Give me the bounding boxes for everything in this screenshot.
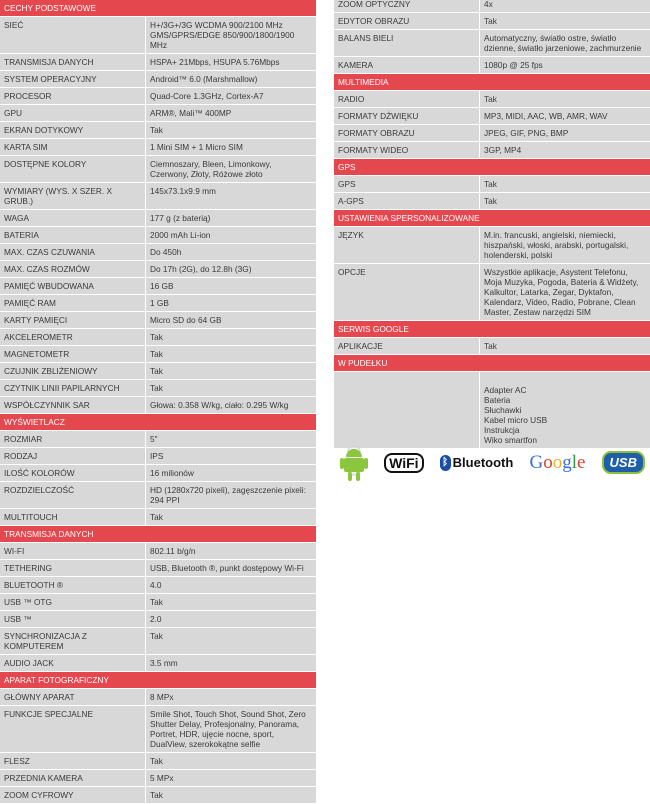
spec-label: WI-FI [0, 543, 146, 559]
spec-label: WSPÓŁCZYNNIK SAR [0, 397, 146, 413]
spec-value: 145x73.1x9.9 mm [150, 186, 216, 196]
spec-label: BLUETOOTH ® [0, 577, 146, 593]
spec-label: AKCELEROMETR [0, 329, 146, 345]
spec-row [0, 88, 316, 105]
spec-label: MAGNETOMETR [0, 346, 146, 362]
spec-row [0, 183, 316, 210]
section-header: MULTIMEDIA [334, 74, 650, 91]
spec-row [0, 122, 316, 139]
section-header: SERWIS GOOGLE [334, 321, 650, 338]
spec-row [0, 380, 316, 397]
spec-row [0, 431, 316, 448]
spec-row [0, 278, 316, 295]
spec-label: GPS [334, 176, 480, 192]
spec-label: BATERIA [0, 227, 146, 243]
spec-label: FUNKCJE SPECJALNE [0, 706, 146, 752]
spec-row [0, 244, 316, 261]
spec-value: 802.11 b/g/n [150, 546, 196, 556]
spec-value: Smile Shot, Touch Shot, Sound Shot, Zero Shutter Delay, Profesjonalny, Panorama, Portret, HDR, ujęcie nocne, sport, DualView, szerokokątne selfie [150, 709, 306, 749]
spec-row [334, 372, 650, 449]
section-header: TRANSMISJA DANYCH [0, 526, 316, 543]
spec-label: BALANS BIELI [334, 30, 480, 56]
spec-row [0, 706, 316, 753]
spec-value: Tak [484, 341, 497, 351]
bluetooth-logo [440, 455, 514, 471]
spec-label: ROZMIAR [0, 431, 146, 447]
spec-value: JPEG, GIF, PNG, BMP [484, 128, 569, 138]
spec-row [0, 295, 316, 312]
spec-row [0, 17, 316, 54]
spec-label: PROCESOR [0, 88, 146, 104]
spec-row [0, 509, 316, 526]
spec-row [0, 448, 316, 465]
spec-label: DOSTĘPNE KOLORY [0, 156, 146, 182]
spec-value: Tak [150, 790, 163, 800]
spec-value: Tak [484, 196, 497, 206]
spec-value: Tak [150, 349, 163, 359]
spec-label: FORMATY OBRAZU [334, 125, 480, 141]
spec-value: Tak [150, 332, 163, 342]
spec-value: Ciemnoszary, Bleen, Limonkowy, Czerwony, Złoty, Różowe złoto [150, 159, 272, 179]
spec-label [334, 372, 480, 448]
spec-value: MP3, MIDI, AAC, WB, AMR, WAV [484, 111, 608, 121]
spec-label: KARTY PAMIĘCI [0, 312, 146, 328]
spec-row [0, 105, 316, 122]
spec-row [0, 770, 316, 787]
spec-row [0, 210, 316, 227]
spec-row [0, 594, 316, 611]
spec-row [0, 363, 316, 380]
spec-label: GPU [0, 105, 146, 121]
spec-row [0, 689, 316, 706]
spec-value: Do 450h [150, 247, 182, 257]
spec-row [334, 227, 650, 264]
spec-label: KARTA SIM [0, 139, 146, 155]
spec-row [334, 91, 650, 108]
spec-label: AUDIO JACK [0, 655, 146, 671]
spec-value: Tak [150, 597, 163, 607]
wifi-logo: WiFi [384, 453, 423, 473]
spec-row [0, 628, 316, 655]
spec-value: Tak [484, 179, 497, 189]
spec-label: JĘZYK [334, 227, 480, 263]
spec-value: ARM®, Mali™ 400MP [150, 108, 232, 118]
spec-label: WYMIARY (WYS. X SZER. X GRUB.) [0, 183, 146, 209]
spec-row [0, 482, 316, 509]
spec-value: 1 Mini SIM + 1 Micro SIM [150, 142, 243, 152]
spec-value: Do 17h (2G), do 12.8h (3G) [150, 264, 252, 274]
spec-value: Tak [150, 631, 163, 641]
spec-label: ROZDZIELCZOŚĆ [0, 482, 146, 508]
spec-label: FORMATY WIDEO [334, 142, 480, 158]
spec-value: Tak [150, 383, 163, 393]
spec-value: Tak [150, 366, 163, 376]
spec-label: PAMIĘĆ RAM [0, 295, 146, 311]
spec-label: ZOOM CYFROWY [0, 787, 146, 803]
spec-row [334, 57, 650, 74]
spec-value: 3.5 mm [150, 658, 178, 668]
section-header: W PUDEŁKU [334, 355, 650, 372]
spec-value: 3GP, MP4 [484, 145, 522, 155]
spec-row [0, 261, 316, 278]
spec-row [334, 338, 650, 355]
section-header: GPS [334, 159, 650, 176]
spec-label: PAMIĘĆ WBUDOWANA [0, 278, 146, 294]
spec-row [334, 0, 650, 13]
spec-row [0, 753, 316, 770]
spec-row [0, 227, 316, 244]
spec-value: Tak [484, 94, 497, 104]
spec-value: Głowa: 0.358 W/kg, ciało: 0.295 W/kg [150, 400, 289, 410]
bluetooth-text: Bluetooth [452, 455, 514, 470]
spec-value: 8 MPx [150, 692, 174, 702]
spec-row [0, 329, 316, 346]
spec-label: CZYTNIK LINII PAPILARNYCH [0, 380, 146, 396]
spec-table-left [0, 0, 316, 804]
usb-certified-logo: USB [602, 451, 645, 474]
spec-label: USB ™ [0, 611, 146, 627]
spec-row [0, 655, 316, 672]
spec-row [0, 156, 316, 183]
spec-label: SYSTEM OPERACYJNY [0, 71, 146, 87]
spec-value: 2000 mAh Li-ion [150, 230, 211, 240]
spec-value: 1080p @ 25 fps [484, 60, 543, 70]
logos-strip [340, 440, 645, 485]
spec-value: 2.0 [150, 614, 162, 624]
spec-value: Automatyczny, światło ostre, światło dzienne, światło jarzeniowe, zachmurzenie [484, 33, 642, 53]
spec-label: FORMATY DŹWIĘKU [334, 108, 480, 124]
spec-row [334, 125, 650, 142]
google-logo: Google [529, 451, 586, 473]
spec-value: HD (1280x720 pixeli), zagęszczenie pixeli: 294 PPI [150, 485, 306, 505]
spec-label: SIEĆ [0, 17, 146, 53]
section-header: USTAWIENIA SPERSONALIZOWANE [334, 210, 650, 227]
spec-value: HSPA+ 21Mbps, HSUPA 5.76Mbps [150, 57, 280, 67]
spec-value: 5 MPx [150, 773, 174, 783]
spec-row [0, 346, 316, 363]
spec-row [334, 176, 650, 193]
spec-label: OPCJE [334, 264, 480, 320]
spec-row [334, 13, 650, 30]
section-header: CECHY PODSTAWOWE [0, 0, 316, 17]
spec-value: 177 g (z baterią) [150, 213, 211, 223]
spec-row [0, 611, 316, 628]
spec-value: H+/3G+/3G WCDMA 900/2100 MHz GMS/GPRS/EDGE 850/900/1800/1900 MHz [150, 20, 295, 50]
spec-label: WAGA [0, 210, 146, 226]
spec-value: Android™ 6.0 (Marshmallow) [150, 74, 258, 84]
spec-label: SYNCHRONIZACJA Z KOMPUTEREM [0, 628, 146, 654]
spec-label: EDYTOR OBRAZU [334, 13, 480, 29]
spec-label: RADIO [334, 91, 480, 107]
spec-label: TRANSMISJA DANYCH [0, 54, 146, 70]
spec-row [334, 264, 650, 321]
spec-value: IPS [150, 451, 164, 461]
spec-row [0, 54, 316, 71]
spec-label: MAX. CZAS CZUWANIA [0, 244, 146, 260]
spec-label: PRZEDNIA KAMERA [0, 770, 146, 786]
spec-label: USB ™ OTG [0, 594, 146, 610]
spec-label: ILOŚĆ KOLORÓW [0, 465, 146, 481]
spec-row [0, 71, 316, 88]
spec-row [334, 108, 650, 125]
bluetooth-icon: ᛒ [440, 455, 451, 471]
spec-value: Tak [150, 512, 163, 522]
spec-value: Adapter AC Bateria Słuchawki Kabel micro USB Instrukcja Wiko smartfon [484, 385, 548, 445]
spec-row [0, 139, 316, 156]
spec-value: Tak [150, 125, 163, 135]
spec-value: 1 GB [150, 298, 169, 308]
spec-row [0, 560, 316, 577]
spec-value: Wszystkie aplikacje, Asystent Telefonu, Moja Muzyka, Pogoda, Bateria & Widżety, Kalkultor, Latarka, Zegar, Dyktafon, Kalendarz, Video, Radio, Pobrane, Clean Master, Zestaw narzędzi SIM [484, 267, 639, 317]
spec-row [0, 397, 316, 414]
spec-row [0, 312, 316, 329]
spec-value: 16 milionów [150, 468, 194, 478]
spec-row [0, 465, 316, 482]
spec-row [334, 30, 650, 57]
spec-row [334, 142, 650, 159]
spec-table-right [334, 0, 650, 449]
spec-label: MAX. CZAS ROZMÓW [0, 261, 146, 277]
spec-label: KAMERA [334, 57, 480, 73]
spec-value: Tak [484, 16, 497, 26]
spec-value: 4x [484, 0, 493, 9]
spec-label: APLIKACJE [334, 338, 480, 354]
spec-value: Quad-Core 1.3GHz, Cortex-A7 [150, 91, 264, 101]
section-header: APARAT FOTOGRAFICZNY [0, 672, 316, 689]
spec-label: CZUJNIK ZBLIŻENIOWY [0, 363, 146, 379]
spec-value: M.in. francuski, angielski, niemiecki, hiszpański, włoski, arabski, portugalski, holenderski, polski [484, 230, 629, 260]
spec-row [0, 543, 316, 560]
android-marshmallow-logo [340, 443, 368, 483]
spec-label: EKRAN DOTYKOWY [0, 122, 146, 138]
spec-label: FLESZ [0, 753, 146, 769]
spec-label: TETHERING [0, 560, 146, 576]
spec-row [0, 787, 316, 804]
spec-label: ZOOM OPTYCZNY [334, 0, 480, 12]
spec-label: A-GPS [334, 193, 480, 209]
spec-value: USB, Bluetooth ®, punkt dostępowy Wi-Fi [150, 563, 304, 573]
spec-value: Tak [150, 756, 163, 766]
spec-label: RODZAJ [0, 448, 146, 464]
spec-value: 5" [150, 434, 158, 444]
spec-row [334, 193, 650, 210]
spec-label: MULTITOUCH [0, 509, 146, 525]
spec-value: 4.0 [150, 580, 162, 590]
spec-row [0, 577, 316, 594]
section-header: WYŚWIETLACZ [0, 414, 316, 431]
spec-value: 16 GB [150, 281, 174, 291]
spec-value: Micro SD do 64 GB [150, 315, 222, 325]
spec-label: GŁÓWNY APARAT [0, 689, 146, 705]
